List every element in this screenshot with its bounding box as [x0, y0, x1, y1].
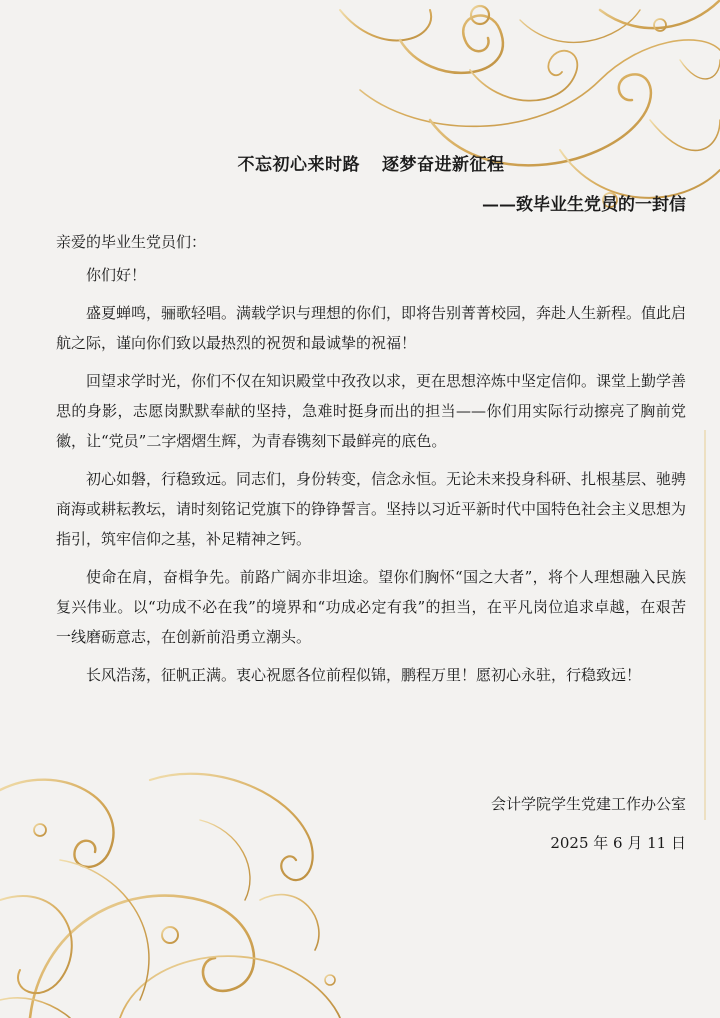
title-part-1: 不忘初心来时路: [237, 155, 360, 175]
signature: 会计学院学生党建工作办公室: [490, 795, 686, 813]
paragraph-5: 长风浩荡，征帆正满。衷心祝愿各位前程似锦，鹏程万里！愿初心永驻，行稳致远！: [86, 666, 642, 684]
salutation: 亲爱的毕业生党员们：: [56, 233, 207, 251]
date: 2025 年 6 月 11 日: [550, 834, 686, 852]
paragraph-1: 盛夏蝉鸣，骊歌轻唱。满载学识与理想的你们，即将告别菁菁校园，奔赴人生新程。值此启航之际，谨向你们致以最热烈的祝贺和最诚挚的祝福！: [56, 304, 687, 352]
letter-body: [56, 260, 686, 698]
paragraph-4: 使命在肩，奋楫争先。前路广阔亦非坦途。望你们胸怀“国之大者”，将个人理想融入民族复兴伟业。以“功成不必在我”的境界和“功成必定有我”的担当，在平凡岗位追求卓越，在艰苦一线磨砺意志，在创新前沿勇立潮头。: [56, 568, 686, 646]
bottom-left-ornament: [0, 774, 340, 1018]
letter-title: [56, 150, 686, 175]
greeting: 你们好！: [86, 266, 147, 284]
paragraph-3: 初心如磐，行稳致远。同志们，身份转变，信念永恒。无论未来投身科研、扎根基层、驰骋商海或耕耘教坛，请时刻铭记党旗下的铮铮誓言。坚持以习近平新时代中国特色社会主义思想为指引，筑牢信仰之基，补足精神之钙。: [56, 470, 687, 548]
letter-subtitle: ——致毕业生党员的一封信: [482, 195, 686, 215]
title-part-2: 逐梦奋进新征程: [382, 155, 505, 175]
top-right-ornament: [340, 0, 720, 207]
paragraph-2: 回望求学时光，你们不仅在知识殿堂中孜孜以求，更在思想淬炼中坚定信仰。课堂上勤学善思的身影，志愿岗默默奉献的坚持，急难时挺身而出的担当——你们用实际行动擦亮了胸前党徽，让“党员”二字熠熠生辉，为青春镌刻下最鲜亮的底色。: [56, 372, 687, 450]
